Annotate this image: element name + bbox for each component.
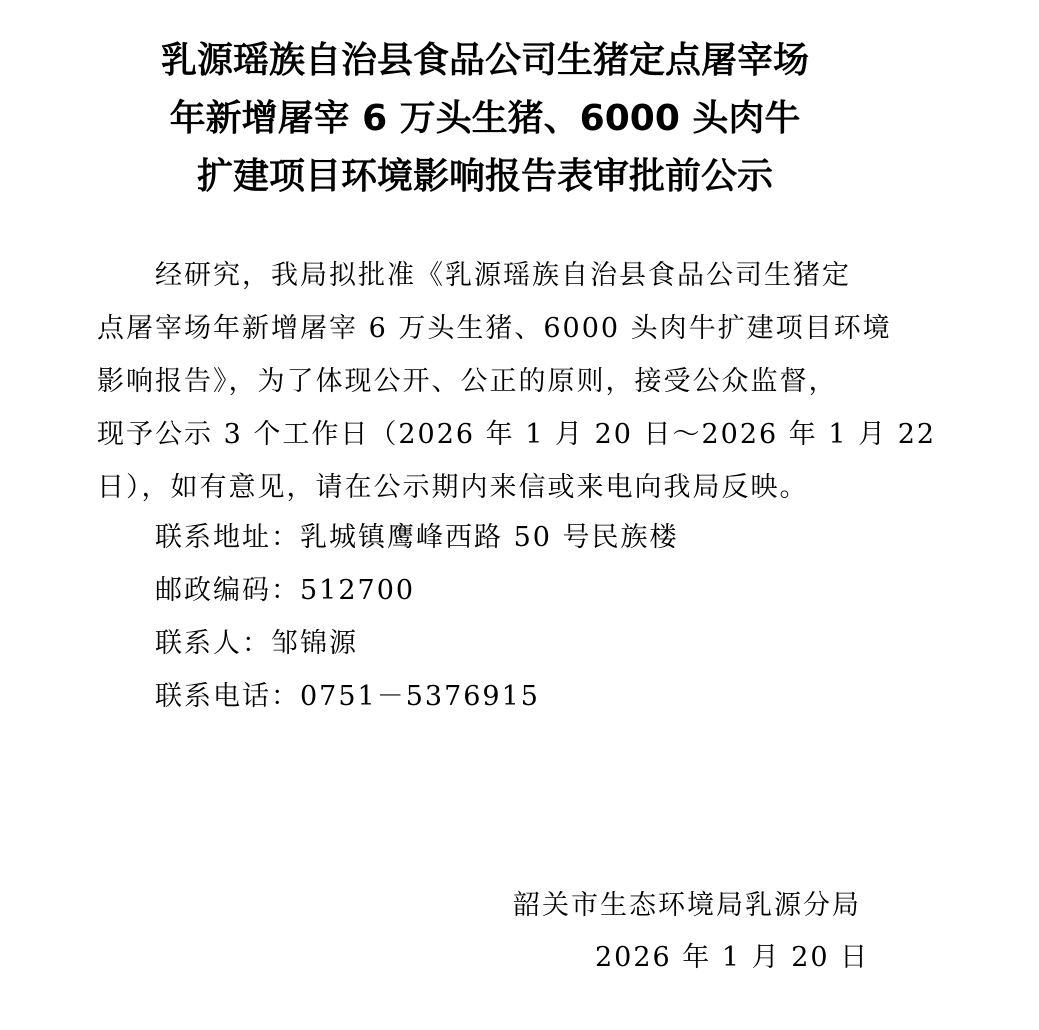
body-line-2: 点屠宰场年新增屠宰 6 万头生猪、6000 头肉牛扩建项目环境 (97, 313, 892, 344)
body-line-3: 影响报告》，为了体现公开、公正的原则，接受公众监督， (97, 366, 838, 397)
contact-postcode: 邮政编码：512700 (155, 575, 416, 606)
signature-organization: 韶关市生态环境局乳源分局 (513, 890, 861, 921)
contact-person: 联系人：邹锦源 (155, 628, 358, 659)
body-line-5: 日），如有意见，请在公示期内来信或来电向我局反映。 (97, 472, 809, 503)
notice-title-line-2: 年新增屠宰 6 万头生猪、6000 头肉牛 (169, 98, 801, 139)
body-line-4: 现予公示 3 个工作日（2026 年 1 月 20 日～2026 年 1 月 22 (97, 419, 937, 450)
contact-address: 联系地址：乳城镇鹰峰西路 50 号民族楼 (155, 522, 679, 553)
notice-title-line-3: 扩建项目环境影响报告表审批前公示 (196, 156, 773, 197)
signature-date: 2026 年 1 月 20 日 (595, 942, 870, 973)
notice-title-line-1: 乳源瑶族自治县食品公司生猪定点屠宰场 (160, 40, 809, 81)
contact-phone: 联系电话：0751－5376915 (155, 681, 540, 712)
body-line-1: 经研究，我局拟批准《乳源瑶族自治县食品公司生猪定 (155, 260, 851, 291)
